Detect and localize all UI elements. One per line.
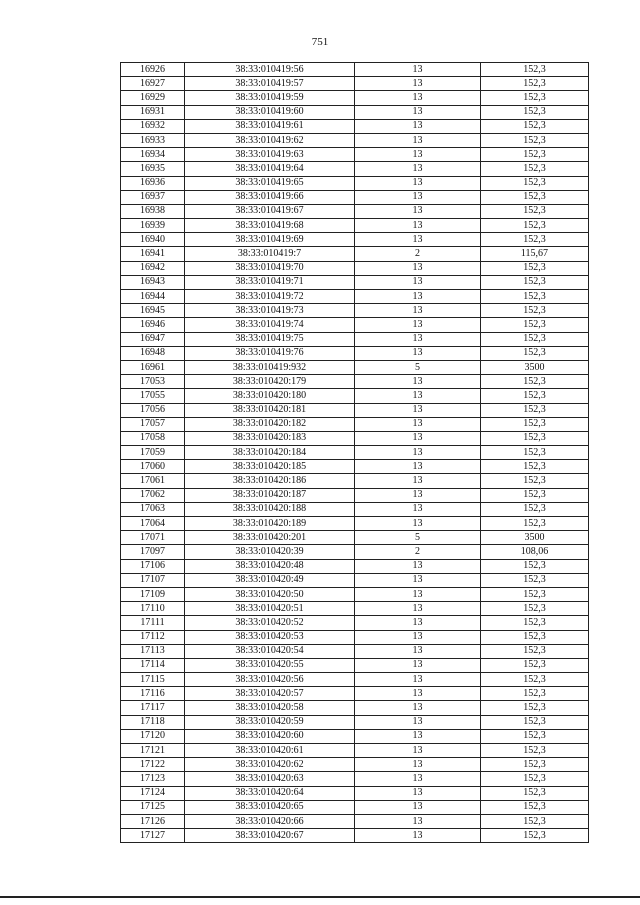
cadastral-number-cell: 38:33:010419:64 [185,162,355,176]
table-row [121,148,589,162]
row-number-cell: 17120 [121,729,185,743]
row-number-cell: 16941 [121,247,185,261]
row-number-cell: 17106 [121,559,185,573]
quantity-cell: 13 [355,375,481,389]
cadastral-number-cell: 38:33:010420:180 [185,389,355,403]
table-row [121,573,589,587]
cadastral-number-cell: 38:33:010419:7 [185,247,355,261]
page-number: 751 [311,36,329,48]
area-cell: 152,3 [481,786,589,800]
row-number-cell: 16932 [121,119,185,133]
cadastral-number-cell: 38:33:010420:63 [185,772,355,786]
row-number-cell: 16934 [121,148,185,162]
cadastral-number-cell: 38:33:010419:65 [185,176,355,190]
row-number-cell: 16936 [121,176,185,190]
area-cell: 152,3 [481,744,589,758]
row-number-cell: 17112 [121,630,185,644]
table-row [121,729,589,743]
cadastral-number-cell: 38:33:010420:52 [185,616,355,630]
row-number-cell: 17116 [121,687,185,701]
row-number-cell: 16938 [121,204,185,218]
table-row [121,119,589,133]
table-row [121,531,589,545]
area-cell: 152,3 [481,233,589,247]
cadastral-number-cell: 38:33:010420:185 [185,460,355,474]
area-cell: 152,3 [481,304,589,318]
area-cell: 152,3 [481,290,589,304]
area-cell: 152,3 [481,772,589,786]
row-number-cell: 17107 [121,573,185,587]
row-number-cell: 17060 [121,460,185,474]
table-row [121,77,589,91]
cadastral-number-cell: 38:33:010420:189 [185,517,355,531]
quantity-cell: 13 [355,744,481,758]
table-row [121,219,589,233]
area-cell: 152,3 [481,488,589,502]
quantity-cell: 13 [355,474,481,488]
table-row [121,829,589,843]
quantity-cell: 13 [355,800,481,814]
cadastral-number-cell: 38:33:010420:57 [185,687,355,701]
table-row [121,460,589,474]
cadastral-number-cell: 38:33:010420:54 [185,644,355,658]
row-number-cell: 16947 [121,332,185,346]
row-number-cell: 17110 [121,602,185,616]
table-row [121,91,589,105]
table-row [121,63,589,77]
area-cell: 152,3 [481,687,589,701]
area-cell: 152,3 [481,715,589,729]
row-number-cell: 17055 [121,389,185,403]
data-table-container [120,62,588,843]
area-cell: 152,3 [481,587,589,601]
cadastral-number-cell: 38:33:010420:183 [185,431,355,445]
cadastral-number-cell: 38:33:010420:39 [185,545,355,559]
quantity-cell: 5 [355,360,481,374]
quantity-cell: 13 [355,673,481,687]
area-cell: 152,3 [481,517,589,531]
cadastral-number-cell: 38:33:010420:61 [185,744,355,758]
area-cell: 152,3 [481,417,589,431]
quantity-cell: 13 [355,644,481,658]
quantity-cell: 2 [355,247,481,261]
quantity-cell: 13 [355,105,481,119]
cadastral-number-cell: 38:33:010419:932 [185,360,355,374]
quantity-cell: 13 [355,318,481,332]
quantity-cell: 13 [355,417,481,431]
table-row [121,346,589,360]
table-row [121,290,589,304]
table-row [121,318,589,332]
area-cell: 115,67 [481,247,589,261]
area-cell: 152,3 [481,403,589,417]
table-row [121,275,589,289]
cadastral-number-cell: 38:33:010419:60 [185,105,355,119]
row-number-cell: 17063 [121,502,185,516]
quantity-cell: 13 [355,829,481,843]
cadastral-number-cell: 38:33:010419:59 [185,91,355,105]
row-number-cell: 16927 [121,77,185,91]
area-cell: 108,06 [481,545,589,559]
area-cell: 3500 [481,360,589,374]
row-number-cell: 16946 [121,318,185,332]
area-cell: 152,3 [481,133,589,147]
cadastral-number-cell: 38:33:010420:201 [185,531,355,545]
table-row [121,786,589,800]
row-number-cell: 17056 [121,403,185,417]
row-number-cell: 16942 [121,261,185,275]
table-row [121,417,589,431]
quantity-cell: 13 [355,261,481,275]
row-number-cell: 16943 [121,275,185,289]
quantity-cell: 13 [355,190,481,204]
row-number-cell: 16944 [121,290,185,304]
table-row [121,105,589,119]
row-number-cell: 16948 [121,346,185,360]
cadastral-number-cell: 38:33:010420:60 [185,729,355,743]
row-number-cell: 17126 [121,814,185,828]
area-cell: 152,3 [481,729,589,743]
quantity-cell: 13 [355,786,481,800]
table-row [121,800,589,814]
area-cell: 152,3 [481,460,589,474]
page-bottom-rule [0,896,640,898]
row-number-cell: 17114 [121,658,185,672]
quantity-cell: 13 [355,772,481,786]
cadastral-number-cell: 38:33:010419:62 [185,133,355,147]
table-row [121,474,589,488]
table-row [121,431,589,445]
quantity-cell: 13 [355,233,481,247]
area-cell: 152,3 [481,375,589,389]
quantity-cell: 13 [355,431,481,445]
quantity-cell: 13 [355,446,481,460]
area-cell: 152,3 [481,91,589,105]
quantity-cell: 13 [355,460,481,474]
cadastral-number-cell: 38:33:010420:49 [185,573,355,587]
table-row [121,772,589,786]
quantity-cell: 13 [355,602,481,616]
cadastral-number-cell: 38:33:010420:65 [185,800,355,814]
area-cell: 152,3 [481,800,589,814]
row-number-cell: 17059 [121,446,185,460]
cadastral-number-cell: 38:33:010420:59 [185,715,355,729]
quantity-cell: 13 [355,517,481,531]
cadastral-number-cell: 38:33:010419:74 [185,318,355,332]
table-row [121,488,589,502]
quantity-cell: 13 [355,758,481,772]
row-number-cell: 17115 [121,673,185,687]
quantity-cell: 13 [355,403,481,417]
table-row [121,602,589,616]
quantity-cell: 13 [355,687,481,701]
area-cell: 152,3 [481,332,589,346]
table-body [121,63,589,843]
area-cell: 152,3 [481,559,589,573]
table-row [121,616,589,630]
quantity-cell: 13 [355,119,481,133]
table-row [121,644,589,658]
cadastral-number-cell: 38:33:010419:63 [185,148,355,162]
area-cell: 152,3 [481,630,589,644]
area-cell: 152,3 [481,474,589,488]
table-row [121,162,589,176]
area-cell: 152,3 [481,814,589,828]
area-cell: 152,3 [481,105,589,119]
cadastral-number-cell: 38:33:010419:71 [185,275,355,289]
table-row [121,190,589,204]
area-cell: 152,3 [481,389,589,403]
table-row [121,658,589,672]
table-row [121,687,589,701]
table-row [121,247,589,261]
table-row [121,332,589,346]
area-cell: 152,3 [481,63,589,77]
cadastral-number-cell: 38:33:010419:61 [185,119,355,133]
row-number-cell: 16945 [121,304,185,318]
quantity-cell: 13 [355,332,481,346]
cadastral-number-cell: 38:33:010419:73 [185,304,355,318]
row-number-cell: 16937 [121,190,185,204]
cadastral-number-cell: 38:33:010420:187 [185,488,355,502]
row-number-cell: 17058 [121,431,185,445]
table-row [121,587,589,601]
row-number-cell: 16939 [121,219,185,233]
cadastral-number-cell: 38:33:010420:186 [185,474,355,488]
table-row [121,673,589,687]
area-cell: 152,3 [481,190,589,204]
quantity-cell: 13 [355,63,481,77]
table-row [121,715,589,729]
table-row [121,758,589,772]
quantity-cell: 13 [355,290,481,304]
row-number-cell: 16926 [121,63,185,77]
area-cell: 152,3 [481,275,589,289]
quantity-cell: 13 [355,715,481,729]
quantity-cell: 13 [355,91,481,105]
area-cell: 152,3 [481,77,589,91]
area-cell: 152,3 [481,658,589,672]
quantity-cell: 13 [355,346,481,360]
area-cell: 152,3 [481,318,589,332]
row-number-cell: 17109 [121,587,185,601]
row-number-cell: 17117 [121,701,185,715]
row-number-cell: 17062 [121,488,185,502]
cadastral-number-cell: 38:33:010419:69 [185,233,355,247]
quantity-cell: 13 [355,176,481,190]
cadastral-number-cell: 38:33:010420:184 [185,446,355,460]
table-row [121,375,589,389]
quantity-cell: 13 [355,275,481,289]
table-row [121,204,589,218]
cadastral-number-cell: 38:33:010419:67 [185,204,355,218]
cadastral-number-cell: 38:33:010420:58 [185,701,355,715]
quantity-cell: 13 [355,729,481,743]
area-cell: 152,3 [481,219,589,233]
row-number-cell: 17113 [121,644,185,658]
quantity-cell: 13 [355,219,481,233]
quantity-cell: 13 [355,658,481,672]
area-cell: 152,3 [481,829,589,843]
quantity-cell: 13 [355,133,481,147]
cadastral-number-cell: 38:33:010420:181 [185,403,355,417]
cadastral-number-cell: 38:33:010420:53 [185,630,355,644]
row-number-cell: 17053 [121,375,185,389]
cadastral-number-cell: 38:33:010419:68 [185,219,355,233]
table-row [121,261,589,275]
quantity-cell: 13 [355,77,481,91]
table-row [121,701,589,715]
cadastral-number-cell: 38:33:010419:72 [185,290,355,304]
row-number-cell: 16929 [121,91,185,105]
area-cell: 3500 [481,531,589,545]
quantity-cell: 13 [355,701,481,715]
row-number-cell: 17121 [121,744,185,758]
area-cell: 152,3 [481,644,589,658]
row-number-cell: 17123 [121,772,185,786]
row-number-cell: 17125 [121,800,185,814]
area-cell: 152,3 [481,431,589,445]
cadastral-number-cell: 38:33:010420:66 [185,814,355,828]
area-cell: 152,3 [481,261,589,275]
quantity-cell: 13 [355,587,481,601]
row-number-cell: 16933 [121,133,185,147]
row-number-cell: 17097 [121,545,185,559]
table-row [121,233,589,247]
row-number-cell: 17118 [121,715,185,729]
quantity-cell: 13 [355,488,481,502]
quantity-cell: 5 [355,531,481,545]
row-number-cell: 16931 [121,105,185,119]
table-row [121,814,589,828]
row-number-cell: 16940 [121,233,185,247]
cadastral-number-cell: 38:33:010420:55 [185,658,355,672]
table-row [121,304,589,318]
cadastral-number-cell: 38:33:010419:75 [185,332,355,346]
area-cell: 152,3 [481,616,589,630]
area-cell: 152,3 [481,573,589,587]
area-cell: 152,3 [481,346,589,360]
table-row [121,559,589,573]
area-cell: 152,3 [481,176,589,190]
quantity-cell: 13 [355,559,481,573]
quantity-cell: 13 [355,304,481,318]
table-row [121,133,589,147]
area-cell: 152,3 [481,602,589,616]
row-number-cell: 17122 [121,758,185,772]
row-number-cell: 16961 [121,360,185,374]
table-row [121,389,589,403]
area-cell: 152,3 [481,446,589,460]
table-row [121,176,589,190]
row-number-cell: 16935 [121,162,185,176]
cadastral-number-cell: 38:33:010419:66 [185,190,355,204]
cadastral-number-cell: 38:33:010420:56 [185,673,355,687]
row-number-cell: 17071 [121,531,185,545]
quantity-cell: 13 [355,630,481,644]
area-cell: 152,3 [481,673,589,687]
cadastral-number-cell: 38:33:010419:57 [185,77,355,91]
cadastral-number-cell: 38:33:010420:48 [185,559,355,573]
table-row [121,744,589,758]
area-cell: 152,3 [481,119,589,133]
area-cell: 152,3 [481,148,589,162]
row-number-cell: 17124 [121,786,185,800]
area-cell: 152,3 [481,162,589,176]
cadastral-number-cell: 38:33:010420:179 [185,375,355,389]
row-number-cell: 17111 [121,616,185,630]
quantity-cell: 13 [355,814,481,828]
cadastral-number-cell: 38:33:010420:188 [185,502,355,516]
cadastral-number-cell: 38:33:010419:76 [185,346,355,360]
table-row [121,545,589,559]
table-row [121,630,589,644]
cadastral-number-cell: 38:33:010419:56 [185,63,355,77]
row-number-cell: 17057 [121,417,185,431]
cadastral-number-cell: 38:33:010420:67 [185,829,355,843]
area-cell: 152,3 [481,758,589,772]
quantity-cell: 13 [355,502,481,516]
table-row [121,502,589,516]
row-number-cell: 17061 [121,474,185,488]
cadastral-number-cell: 38:33:010420:51 [185,602,355,616]
cadastral-number-cell: 38:33:010420:182 [185,417,355,431]
quantity-cell: 13 [355,148,481,162]
area-cell: 152,3 [481,204,589,218]
quantity-cell: 13 [355,162,481,176]
cadastral-number-cell: 38:33:010420:50 [185,587,355,601]
row-number-cell: 17127 [121,829,185,843]
data-table [120,62,589,843]
table-row [121,360,589,374]
area-cell: 152,3 [481,502,589,516]
quantity-cell: 13 [355,616,481,630]
area-cell: 152,3 [481,701,589,715]
cadastral-number-cell: 38:33:010420:64 [185,786,355,800]
table-row [121,446,589,460]
quantity-cell: 13 [355,204,481,218]
quantity-cell: 13 [355,389,481,403]
table-row [121,403,589,417]
cadastral-number-cell: 38:33:010420:62 [185,758,355,772]
table-row [121,517,589,531]
row-number-cell: 17064 [121,517,185,531]
quantity-cell: 2 [355,545,481,559]
quantity-cell: 13 [355,573,481,587]
cadastral-number-cell: 38:33:010419:70 [185,261,355,275]
